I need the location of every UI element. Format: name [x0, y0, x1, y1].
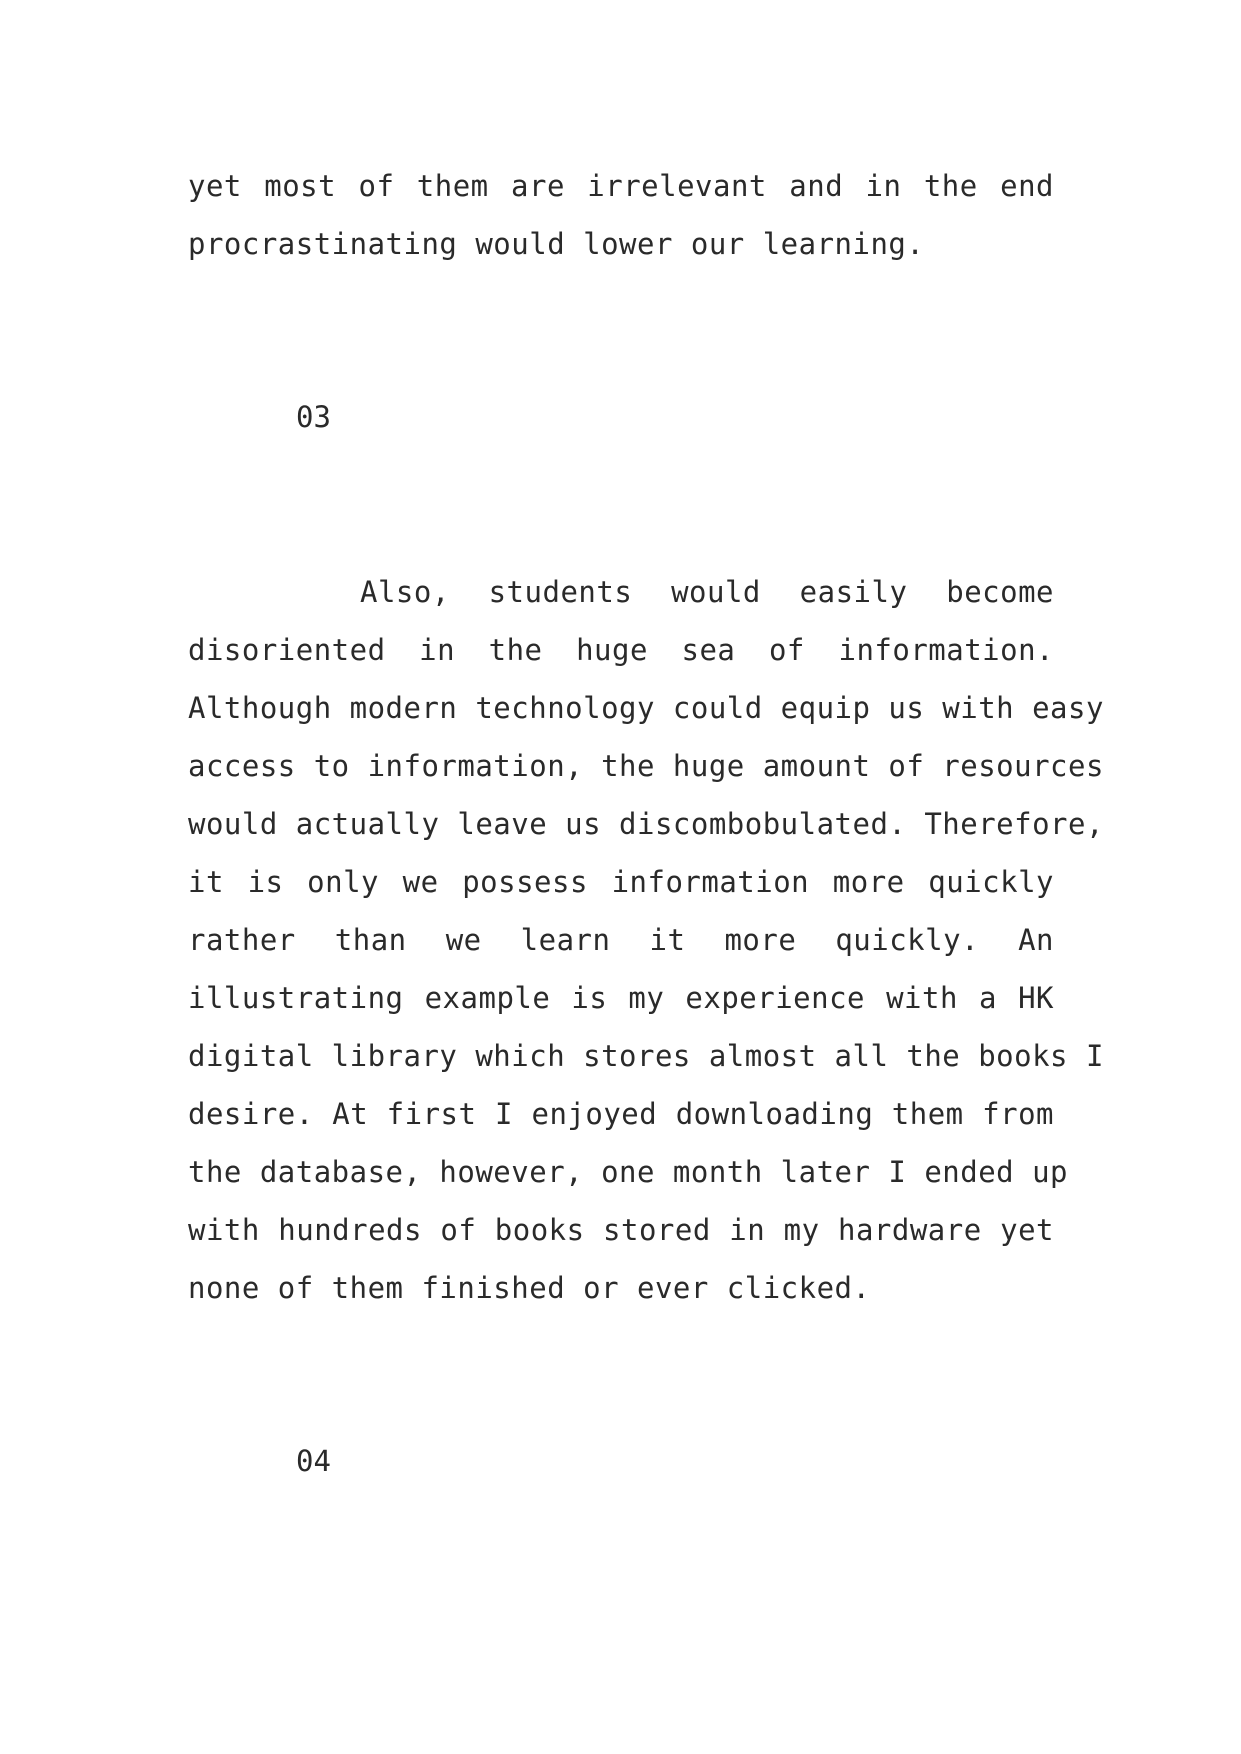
paragraph-line: would actually leave us discombobulated. Therefore,: [188, 807, 1104, 841]
paragraph-line: illustrating example is my experience with a HK: [188, 981, 1054, 1015]
paragraph-line: yet most of them are irrelevant and in the end: [188, 169, 1054, 203]
paragraph-line: Also, students would easily become: [360, 575, 1054, 609]
paragraph-line: none of them finished or ever clicked.: [188, 1271, 871, 1305]
section-number: 03: [296, 400, 331, 434]
paragraph-line: procrastinating would lower our learning.: [188, 227, 925, 261]
paragraph-line: the database, however, one month later I ended up: [188, 1155, 1069, 1189]
paragraph-line: desire. At first I enjoyed downloading them from: [188, 1097, 1054, 1131]
paragraph-line: digital library which stores almost all the books I: [188, 1039, 1104, 1073]
paragraph-line: with hundreds of books stored in my hardware yet: [188, 1213, 1054, 1247]
paragraph-line: Although modern technology could equip us with easy: [188, 691, 1104, 725]
paragraph-line: access to information, the huge amount of resources: [188, 749, 1104, 783]
paragraph-line: disoriented in the huge sea of information.: [188, 633, 1054, 667]
paragraph-line: it is only we possess information more quickly: [188, 865, 1054, 899]
section-number: 04: [296, 1444, 331, 1478]
paragraph-line: rather than we learn it more quickly. An: [188, 923, 1054, 957]
